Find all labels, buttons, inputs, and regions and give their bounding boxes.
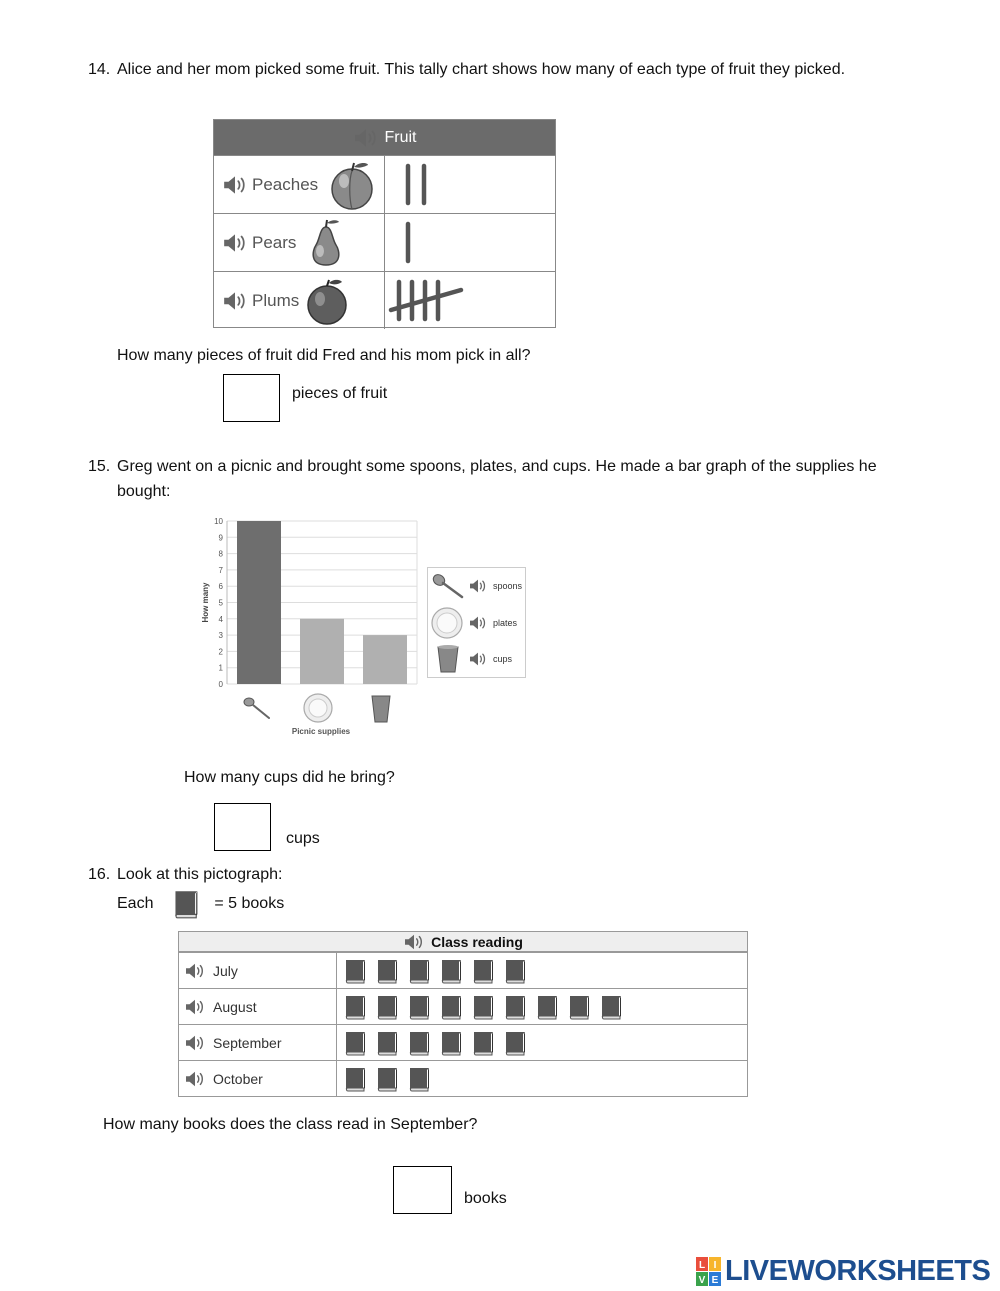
liveworksheets-logo xyxy=(696,1255,990,1288)
pictograph-row-august xyxy=(179,988,747,1024)
book-icon xyxy=(471,958,497,984)
book-icon xyxy=(503,1030,529,1056)
answer-unit: books xyxy=(464,1190,507,1207)
speaker-icon[interactable] xyxy=(222,174,248,196)
bar-cups xyxy=(363,635,407,684)
legend-item-spoons xyxy=(428,569,527,603)
peach-icon xyxy=(326,159,376,211)
spoon-icon xyxy=(430,571,466,601)
book-icon xyxy=(503,994,529,1020)
y-tick-label: 10 xyxy=(214,517,223,526)
legend-label: plates xyxy=(493,618,518,628)
y-tick-label: 3 xyxy=(218,631,223,641)
month-label: October xyxy=(213,1070,263,1087)
pictograph-header xyxy=(179,932,747,952)
book-icon xyxy=(439,1030,465,1056)
legend-item-cups xyxy=(428,642,527,676)
book-icon xyxy=(471,1030,497,1056)
supplies-bar-chart xyxy=(195,512,425,740)
plate-icon xyxy=(430,607,466,639)
speaker-icon[interactable] xyxy=(183,1034,207,1052)
book-icon xyxy=(375,1066,401,1092)
book-icon xyxy=(535,994,561,1020)
tally-row-pears xyxy=(214,213,555,271)
book-row xyxy=(337,1025,529,1060)
book-icon xyxy=(375,958,401,984)
tally-marks xyxy=(385,272,555,329)
answer-box-q16[interactable] xyxy=(393,1166,452,1214)
book-icon xyxy=(407,994,433,1020)
book-icon xyxy=(567,994,593,1020)
legend-label: spoons xyxy=(493,581,523,591)
bar-plates xyxy=(300,619,344,684)
plum-icon xyxy=(303,275,353,327)
key-value: = 5 books xyxy=(214,895,285,913)
month-label: July xyxy=(213,962,238,979)
question-text: Greg went on a picnic and brought some spoons, plates, and cups. He made a bar graph of the supplies he xyxy=(117,458,877,475)
book-row xyxy=(337,1061,433,1096)
logo-letter: E xyxy=(711,1274,719,1286)
key-each: Each xyxy=(117,895,154,913)
tally-marks-2 xyxy=(385,156,555,213)
pictograph-row-july xyxy=(179,952,747,988)
live-blocks-icon xyxy=(696,1257,722,1287)
tally-title: Fruit xyxy=(384,128,417,146)
logo-letter: V xyxy=(698,1274,706,1286)
book-icon xyxy=(439,994,465,1020)
book-icon xyxy=(407,1066,433,1092)
y-tick-label: 7 xyxy=(218,565,223,575)
class-reading-pictograph xyxy=(178,931,748,1097)
question-number: 15. xyxy=(88,458,111,475)
pictograph-row-september xyxy=(179,1024,747,1060)
book-icon xyxy=(343,994,369,1020)
question-text: Alice and her mom picked some fruit. This tally chart shows how many of each type of fruit they picked. xyxy=(117,61,846,78)
speaker-icon[interactable] xyxy=(183,962,207,980)
answer-unit: pieces of fruit xyxy=(292,385,388,402)
book-icon xyxy=(375,994,401,1020)
question-16-prompt: How many books does the class read in September? xyxy=(103,1116,478,1133)
fruit-tally-table xyxy=(213,119,556,328)
y-tick-label: 9 xyxy=(218,533,223,543)
speaker-icon[interactable] xyxy=(353,127,379,149)
cup-icon xyxy=(372,696,390,722)
tally-marks-5 xyxy=(385,272,555,329)
bar-spoons xyxy=(237,521,281,684)
speaker-icon[interactable] xyxy=(222,290,248,312)
tally-marks xyxy=(385,156,555,213)
question-text: bought: xyxy=(117,483,171,500)
cup-icon xyxy=(430,643,466,675)
book-icon xyxy=(375,1030,401,1056)
speaker-icon[interactable] xyxy=(183,998,207,1016)
speaker-icon[interactable] xyxy=(468,578,488,594)
answer-box-q14[interactable] xyxy=(223,374,280,422)
book-icon xyxy=(343,958,369,984)
legend-item-plates xyxy=(428,606,527,640)
speaker-icon[interactable] xyxy=(403,933,425,951)
tally-marks-1 xyxy=(385,214,555,271)
chart-legend xyxy=(427,567,526,678)
book-icon xyxy=(439,958,465,984)
y-tick-label: 1 xyxy=(218,663,223,673)
book-icon xyxy=(343,1066,369,1092)
tally-header xyxy=(214,120,555,155)
y-tick-label: 6 xyxy=(218,582,223,592)
book-icon xyxy=(407,1030,433,1056)
pictograph-title: Class reading xyxy=(431,933,523,950)
book-row xyxy=(337,953,529,988)
logo-letter: I xyxy=(713,1259,717,1271)
pear-icon xyxy=(304,217,350,269)
x-axis-label: Picnic supplies xyxy=(291,727,351,736)
month-label: August xyxy=(213,998,257,1015)
plate-icon-inner xyxy=(309,699,327,717)
question-text: Look at this pictograph: xyxy=(117,866,283,883)
month-label: September xyxy=(213,1034,282,1051)
speaker-icon[interactable] xyxy=(183,1070,207,1088)
book-row xyxy=(337,989,625,1024)
tally-row-plums xyxy=(214,271,555,329)
spoon-icon-handle xyxy=(253,705,269,718)
logo-letter: L xyxy=(698,1259,706,1271)
question-number: 16. xyxy=(88,866,111,883)
y-tick-label: 0 xyxy=(218,680,223,689)
y-tick-label: 2 xyxy=(218,647,223,657)
speaker-icon[interactable] xyxy=(222,232,248,254)
pictograph-row-october xyxy=(179,1060,747,1096)
speaker-icon[interactable] xyxy=(468,615,488,631)
y-tick-label: 4 xyxy=(218,614,223,624)
fruit-label: Peaches xyxy=(252,174,319,194)
fruit-label: Pears xyxy=(252,232,297,252)
tally-marks xyxy=(385,214,555,271)
answer-box-q15[interactable] xyxy=(214,803,271,851)
question-15-prompt: How many cups did he bring? xyxy=(184,769,395,786)
book-icon xyxy=(471,994,497,1020)
y-tick-label: 8 xyxy=(218,549,223,559)
question-14-prompt: How many pieces of fruit did Fred and his mom pick in all? xyxy=(117,347,531,364)
speaker-icon[interactable] xyxy=(468,651,488,667)
book-icon xyxy=(407,958,433,984)
book-icon xyxy=(343,1030,369,1056)
fruit-label: Plums xyxy=(252,290,300,310)
y-axis-label: How many xyxy=(201,582,210,623)
book-icon xyxy=(599,994,625,1020)
answer-unit: cups xyxy=(286,830,320,847)
book-icon xyxy=(172,889,202,919)
legend-label: cups xyxy=(493,654,513,664)
y-tick-label: 5 xyxy=(218,598,223,608)
pictograph-key xyxy=(117,889,284,919)
book-icon xyxy=(503,958,529,984)
logo-text: LIVEWORKSHEETS xyxy=(725,1255,991,1287)
tally-row-peaches xyxy=(214,155,555,213)
question-number: 14. xyxy=(88,61,111,78)
